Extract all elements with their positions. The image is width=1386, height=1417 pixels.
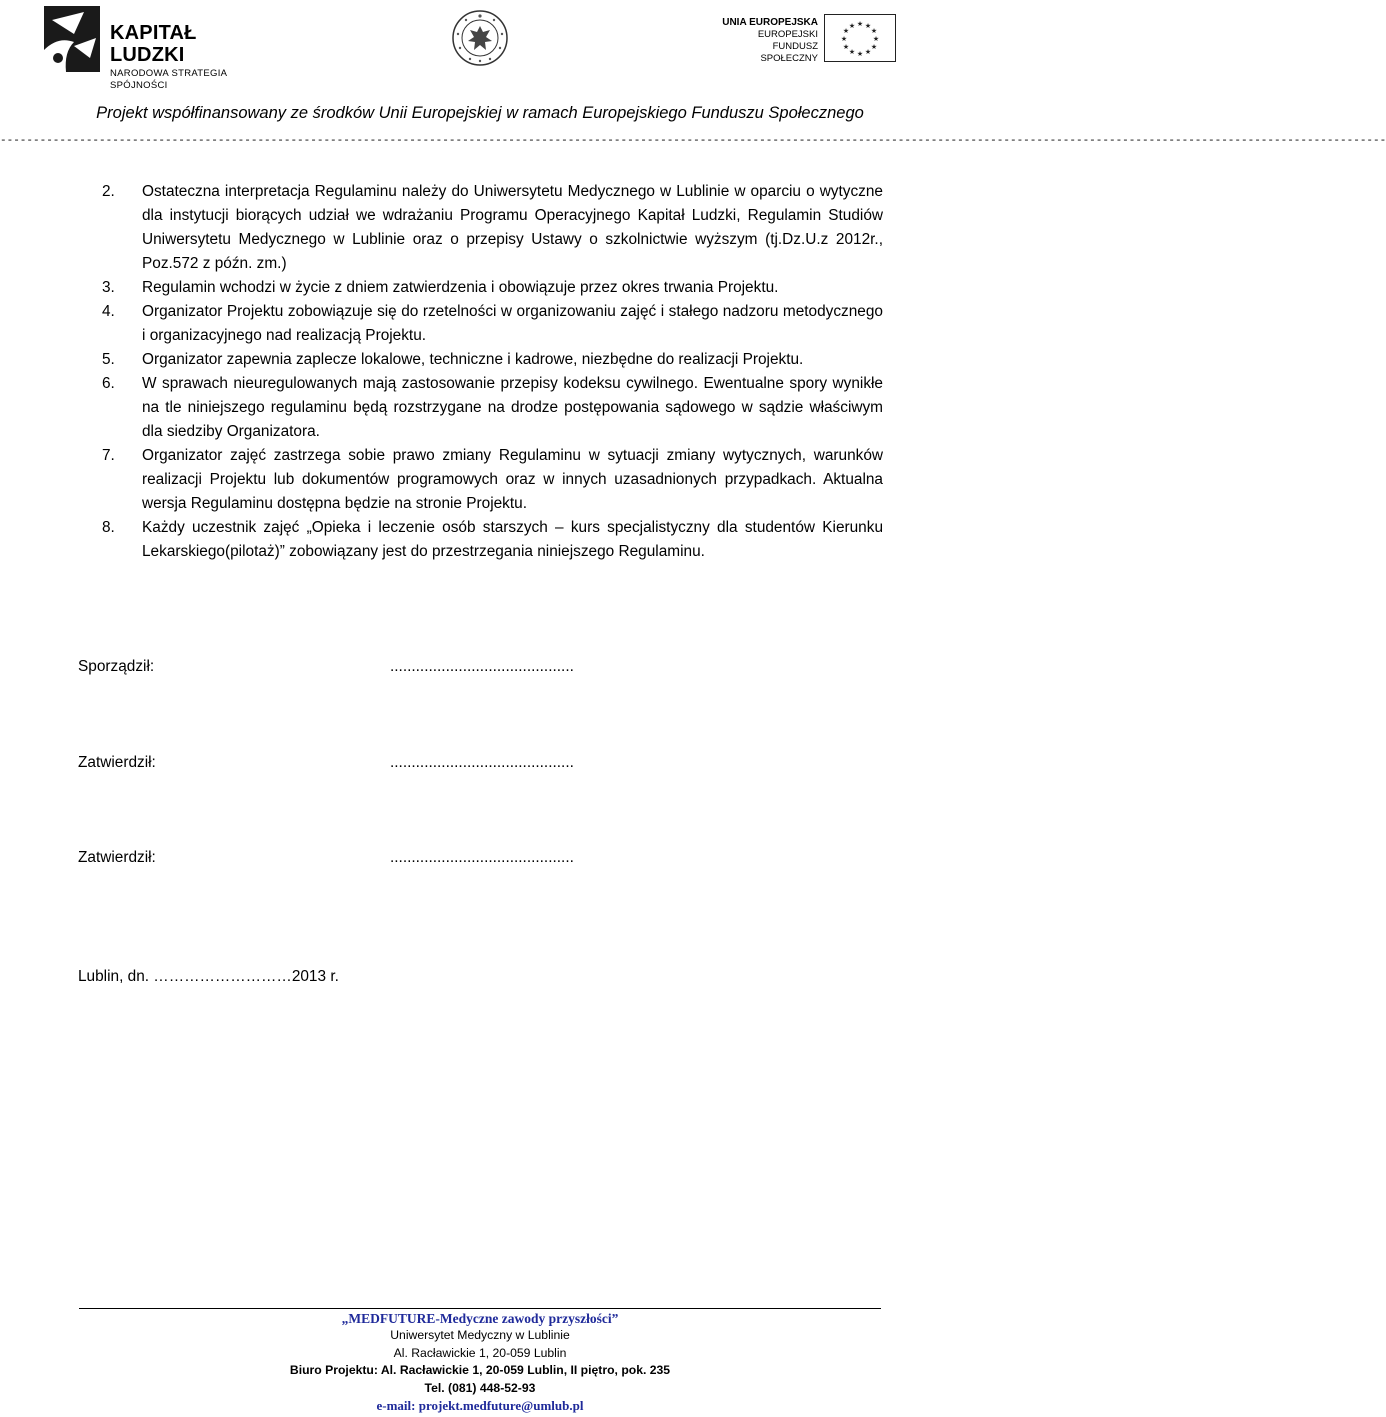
kapital-ludzki-logo xyxy=(44,6,266,91)
clause-item xyxy=(102,348,883,372)
clause-number: 4. xyxy=(102,303,115,320)
svg-text:★: ★ xyxy=(870,43,878,51)
footer-email: e-mail: projekt.medfuture@umlub.pl xyxy=(376,1398,584,1414)
signature-approved-2-line: ........................................... xyxy=(390,849,574,866)
kapital-ludzki-subtitle: NARODOWA STRATEGIA SPÓJNOŚCI xyxy=(110,68,227,91)
footer-university: Uniwersytet Medyczny w Lublinie xyxy=(390,1328,570,1343)
clause-number: 7. xyxy=(102,447,115,464)
clause-item xyxy=(102,300,883,348)
eu-logo-text xyxy=(718,17,818,65)
signature-approved-2 xyxy=(78,849,574,867)
svg-text:★: ★ xyxy=(842,27,850,35)
clause-text: Ostateczna interpretacja Regulaminu należy do Uniwersytetu Medycznego w Lublinie w oparciu o wytyczne dla instytucji biorących udział we wdrażaniu Programu Operacyjnego Kapitał Ludzki, Regulamin Studiów Uniwersytetu Medycznego w Lublinie oraz o przepisy Ustawy o szkolnictwie wyższym (tj.Dz.U.z 2012r., Poz.572 z późn. zm.) xyxy=(142,183,883,272)
clause-item xyxy=(102,372,883,444)
clause-text: Organizator zapewnia zaplecze lokalowe, techniczne i kadrowe, niezbędne do realizacji Projektu. xyxy=(142,351,804,368)
eu-logo-line1: UNIA EUROPEJSKA xyxy=(722,17,818,28)
signature-approved-1-line: ........................................... xyxy=(390,754,574,771)
clause-number: 6. xyxy=(102,375,115,392)
clause-text: W sprawach nieuregulowanych mają zastosowanie przepisy kodeksu cywilnego. Ewentualne spory wynikłe na tle niniejszego regulaminu będą rozstrzygane na drodze postępowania sądowego w sądzie właściwym dla siedziby Organizatora. xyxy=(142,375,883,440)
clause-item xyxy=(102,444,883,516)
clause-text: Organizator Projektu zobowiązuje się do rzetelności w organizowaniu zajęć i stałego nadzoru metodycznego i organizacyjnego nad realizacją Projektu. xyxy=(142,303,883,344)
signature-prepared-line: ........................................... xyxy=(390,658,574,675)
kapital-ludzki-text xyxy=(110,22,266,92)
clause-text: Regulamin wchodzi w życie z dniem zatwierdzenia i obowiązuje przez okres trwania Projektu. xyxy=(142,279,779,296)
svg-text:★: ★ xyxy=(864,22,872,30)
clause-number: 8. xyxy=(102,519,115,536)
svg-text:★: ★ xyxy=(864,48,872,56)
svg-text:★: ★ xyxy=(856,50,864,58)
signature-prepared xyxy=(78,658,574,676)
clause-item xyxy=(102,276,883,300)
signature-approved-1 xyxy=(78,754,574,772)
signature-prepared-label: Sporządził: xyxy=(78,658,155,675)
footer-rule xyxy=(79,1308,881,1309)
cofinancing-notice: Projekt współfinansowany ze środków Unii Europejskiej w ramach Europejskiego Funduszu Społecznego xyxy=(96,104,864,122)
footer xyxy=(0,1310,960,1414)
kapital-ludzki-emblem-icon xyxy=(44,6,100,72)
clause-text: Każdy uczestnik zajęć „Opieka i leczenie osób starszych – kurs specjalistyczny dla studentów Kierunku Lekarskiego(pilotaż)” zobowiązany jest do przestrzegania niniejszego Regulaminu. xyxy=(142,519,883,560)
eu-logo-line2: EUROPEJSKI xyxy=(757,29,818,40)
clause-number: 2. xyxy=(102,183,115,200)
eu-logo-line3: FUNDUSZ SPOŁECZNY xyxy=(760,41,818,64)
svg-text:★: ★ xyxy=(856,20,864,28)
footer-office: Biuro Projektu: Al. Racławickie 1, 20-059 Lublin, II piętro, pok. 235 xyxy=(289,1363,671,1378)
header-separator: ------------------------------------------------------------------------------------------------------------------------------------------------------------------------------------------------------------------ xyxy=(0,135,1386,147)
svg-text:★: ★ xyxy=(870,27,878,35)
clause-item xyxy=(102,516,883,564)
regulation-clauses xyxy=(102,180,883,564)
footer-project-name: „MEDFUTURE-Medyczne zawody przyszłości” xyxy=(341,1311,619,1326)
clause-item xyxy=(102,180,883,276)
kapital-ludzki-title: KAPITAŁ LUDZKI xyxy=(110,22,197,66)
signature-approved-2-label: Zatwierdził: xyxy=(78,849,156,866)
svg-text:★: ★ xyxy=(848,22,856,30)
svg-text:★: ★ xyxy=(848,48,856,56)
eu-flag-icon xyxy=(824,14,896,62)
clause-text: Organizator zajęć zastrzega sobie prawo zmiany Regulaminu w sytuacji zmiany wytycznych, warunków realizacji Projektu lub dokumentów programowych oraz w innych uzasadnionych przypadkach. Aktualna wersja Regulaminu dostępna będzie na stronie Projektu. xyxy=(142,447,883,512)
footer-address: Al. Racławickie 1, 20-059 Lublin xyxy=(393,1345,567,1360)
place-and-date: Lublin, dn. ………………………2013 r. xyxy=(78,968,339,985)
signature-approved-1-label: Zatwierdził: xyxy=(78,754,156,771)
footer-phone: Tel. (081) 448-52-93 xyxy=(424,1380,536,1395)
svg-text:★: ★ xyxy=(840,35,848,43)
svg-text:★: ★ xyxy=(842,43,850,51)
clause-number: 3. xyxy=(102,279,115,296)
svg-text:★: ★ xyxy=(872,35,880,43)
eu-social-fund-logo xyxy=(718,14,898,64)
university-seal-icon xyxy=(452,10,508,66)
clause-number: 5. xyxy=(102,351,115,368)
